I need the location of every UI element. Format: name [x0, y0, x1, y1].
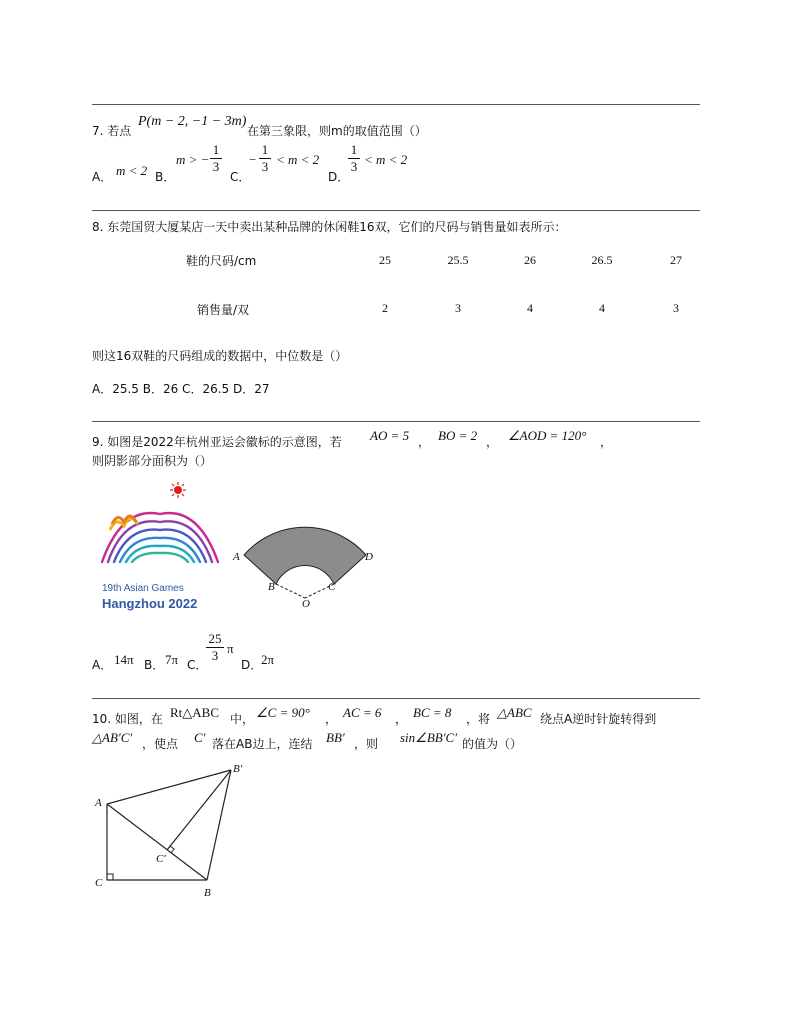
q10-text-7: ，则: [354, 737, 379, 751]
label-cp: C′: [156, 853, 166, 865]
q10-triangle-2: △AB′C′: [92, 730, 133, 745]
right-angle-mark-c: [107, 874, 113, 880]
q10-sin: sin∠BB′C′: [400, 730, 458, 745]
q10-text-5: ，使点: [142, 737, 179, 751]
label-c: C: [95, 877, 103, 889]
q10-comma-1: ，: [325, 712, 338, 726]
label-d: D: [365, 551, 373, 563]
q8-question: 则这16双鞋的尺码组成的数据中，中位数是（）: [92, 349, 348, 363]
divider-top: [92, 104, 700, 105]
q10-triangle: △ABC: [497, 705, 532, 720]
q7-option-a-label: A．: [92, 170, 113, 184]
q7-option-b-label: B．: [155, 170, 176, 184]
divider-q10: [92, 698, 700, 699]
q10-text-6: 落在AB边上，连结: [212, 737, 313, 751]
logo-line1: 19th Asian Games: [102, 583, 184, 594]
label-bp: B′: [233, 763, 243, 775]
q9-option-b-label: B．: [144, 658, 165, 672]
q7-option-d-label: D．: [328, 170, 350, 184]
q8-size-cell: 27: [670, 253, 682, 267]
q10-triangle-figure: [90, 758, 260, 903]
q9-option-a-value: 14π: [114, 652, 134, 667]
q8-row2-label: 销售量/双: [197, 303, 250, 317]
q9-option-c-pi: π: [227, 641, 234, 656]
q9-bo: BO = 2: [438, 428, 478, 443]
q9-option-d-label: D．: [241, 658, 263, 672]
q8-sales-cell: 3: [673, 301, 679, 315]
q9-comma-3: ，: [600, 435, 613, 449]
q9-option-c-fraction: 25 3: [206, 632, 224, 663]
q8-row1-label: 鞋的尺码/cm: [186, 254, 257, 268]
dashed-ob: [276, 584, 305, 598]
q10-text-2: 中，: [230, 712, 255, 726]
q8-stem: 8. 东莞国贸大厦某店一天中卖出某种品牌的休闲鞋16双，它们的尺码与销售量如表所示：: [92, 220, 567, 234]
q10-cp: C′: [194, 730, 206, 745]
divider-q8: [92, 210, 700, 211]
q7-suffix: 在第三象限，则m的取值范围（）: [247, 124, 427, 138]
q8-sales-cell: 4: [599, 301, 605, 315]
q9-comma-1: ，: [418, 435, 431, 449]
q8-size-cell: 25.5: [447, 253, 469, 267]
q9-option-c-label: C．: [187, 658, 208, 672]
logo-line2: Hangzhou 2022: [102, 596, 198, 611]
shaded-annular-sector: [244, 527, 366, 584]
q9-option-a-label: A．: [92, 658, 113, 672]
label-b: B: [268, 581, 275, 593]
q10-text-1: 10. 如图，在: [92, 712, 163, 726]
label-b: B: [204, 887, 211, 899]
label-o: O: [302, 598, 310, 610]
q10-text-3: ，将: [466, 712, 491, 726]
logo-waves: [110, 516, 138, 530]
q7-option-d-expr: < m < 2: [364, 152, 408, 167]
q7-option-c-label: C．: [230, 170, 251, 184]
q7-option-c-expr: < m < 2: [276, 152, 320, 167]
q7-option-c-fraction: 1 3: [259, 143, 271, 174]
q10-comma-2: ，: [395, 712, 408, 726]
q9-comma-2: ，: [486, 435, 499, 449]
sun-icon: [170, 482, 186, 498]
q8-sales-cell: 3: [455, 301, 461, 315]
label-c: C: [328, 581, 336, 593]
q10-c90: ∠C = 90°: [256, 705, 310, 720]
q8-sales-cell: 4: [527, 301, 533, 315]
q9-option-d-value: 2π: [261, 652, 275, 667]
q8-sales-cell: 2: [382, 301, 388, 315]
q10-text-4: 绕点A逆时针旋转得到: [540, 712, 657, 726]
q9-stem-line2: 则阴影部分面积为（）: [92, 454, 213, 468]
q10-rt: Rt△ABC: [170, 705, 220, 720]
asian-games-logo: [96, 480, 228, 612]
q9-sector-figure: [230, 484, 390, 614]
q7-point-expr: P(m − 2, −1 − 3m): [138, 114, 247, 129]
q7-option-d-fraction: 1 3: [348, 143, 360, 174]
q10-bbp: BB′: [326, 730, 345, 745]
q9-option-b-value: 7π: [165, 652, 179, 667]
q8-size-cell: 26: [524, 253, 536, 267]
q7-option-a-expr: m < 2: [116, 163, 148, 178]
q9-ao: AO = 5: [370, 428, 410, 443]
q9-angle: ∠AOD = 120°: [508, 428, 587, 443]
q10-bc: BC = 8: [413, 705, 452, 720]
q8-size-cell: 26.5: [591, 253, 613, 267]
q7-option-b-expr: m > −: [176, 152, 210, 167]
q8-options: A．25.5 B．26 C．26.5 D．27: [92, 382, 270, 396]
q7-option-b-fraction: 1 3: [210, 143, 222, 174]
label-a: A: [233, 551, 240, 563]
q8-size-cell: 25: [379, 253, 391, 267]
q10-ac: AC = 6: [343, 705, 382, 720]
logo-arcs: [102, 513, 218, 562]
q9-stem: 9. 如图是2022年杭州亚运会徽标的示意图，若: [92, 435, 342, 449]
q7-prefix: 7. 若点: [92, 124, 132, 138]
divider-q9: [92, 421, 700, 422]
q7-option-c-minus: −: [249, 152, 257, 167]
label-a: A: [95, 797, 102, 809]
q10-text-8: 的值为（）: [462, 737, 523, 751]
